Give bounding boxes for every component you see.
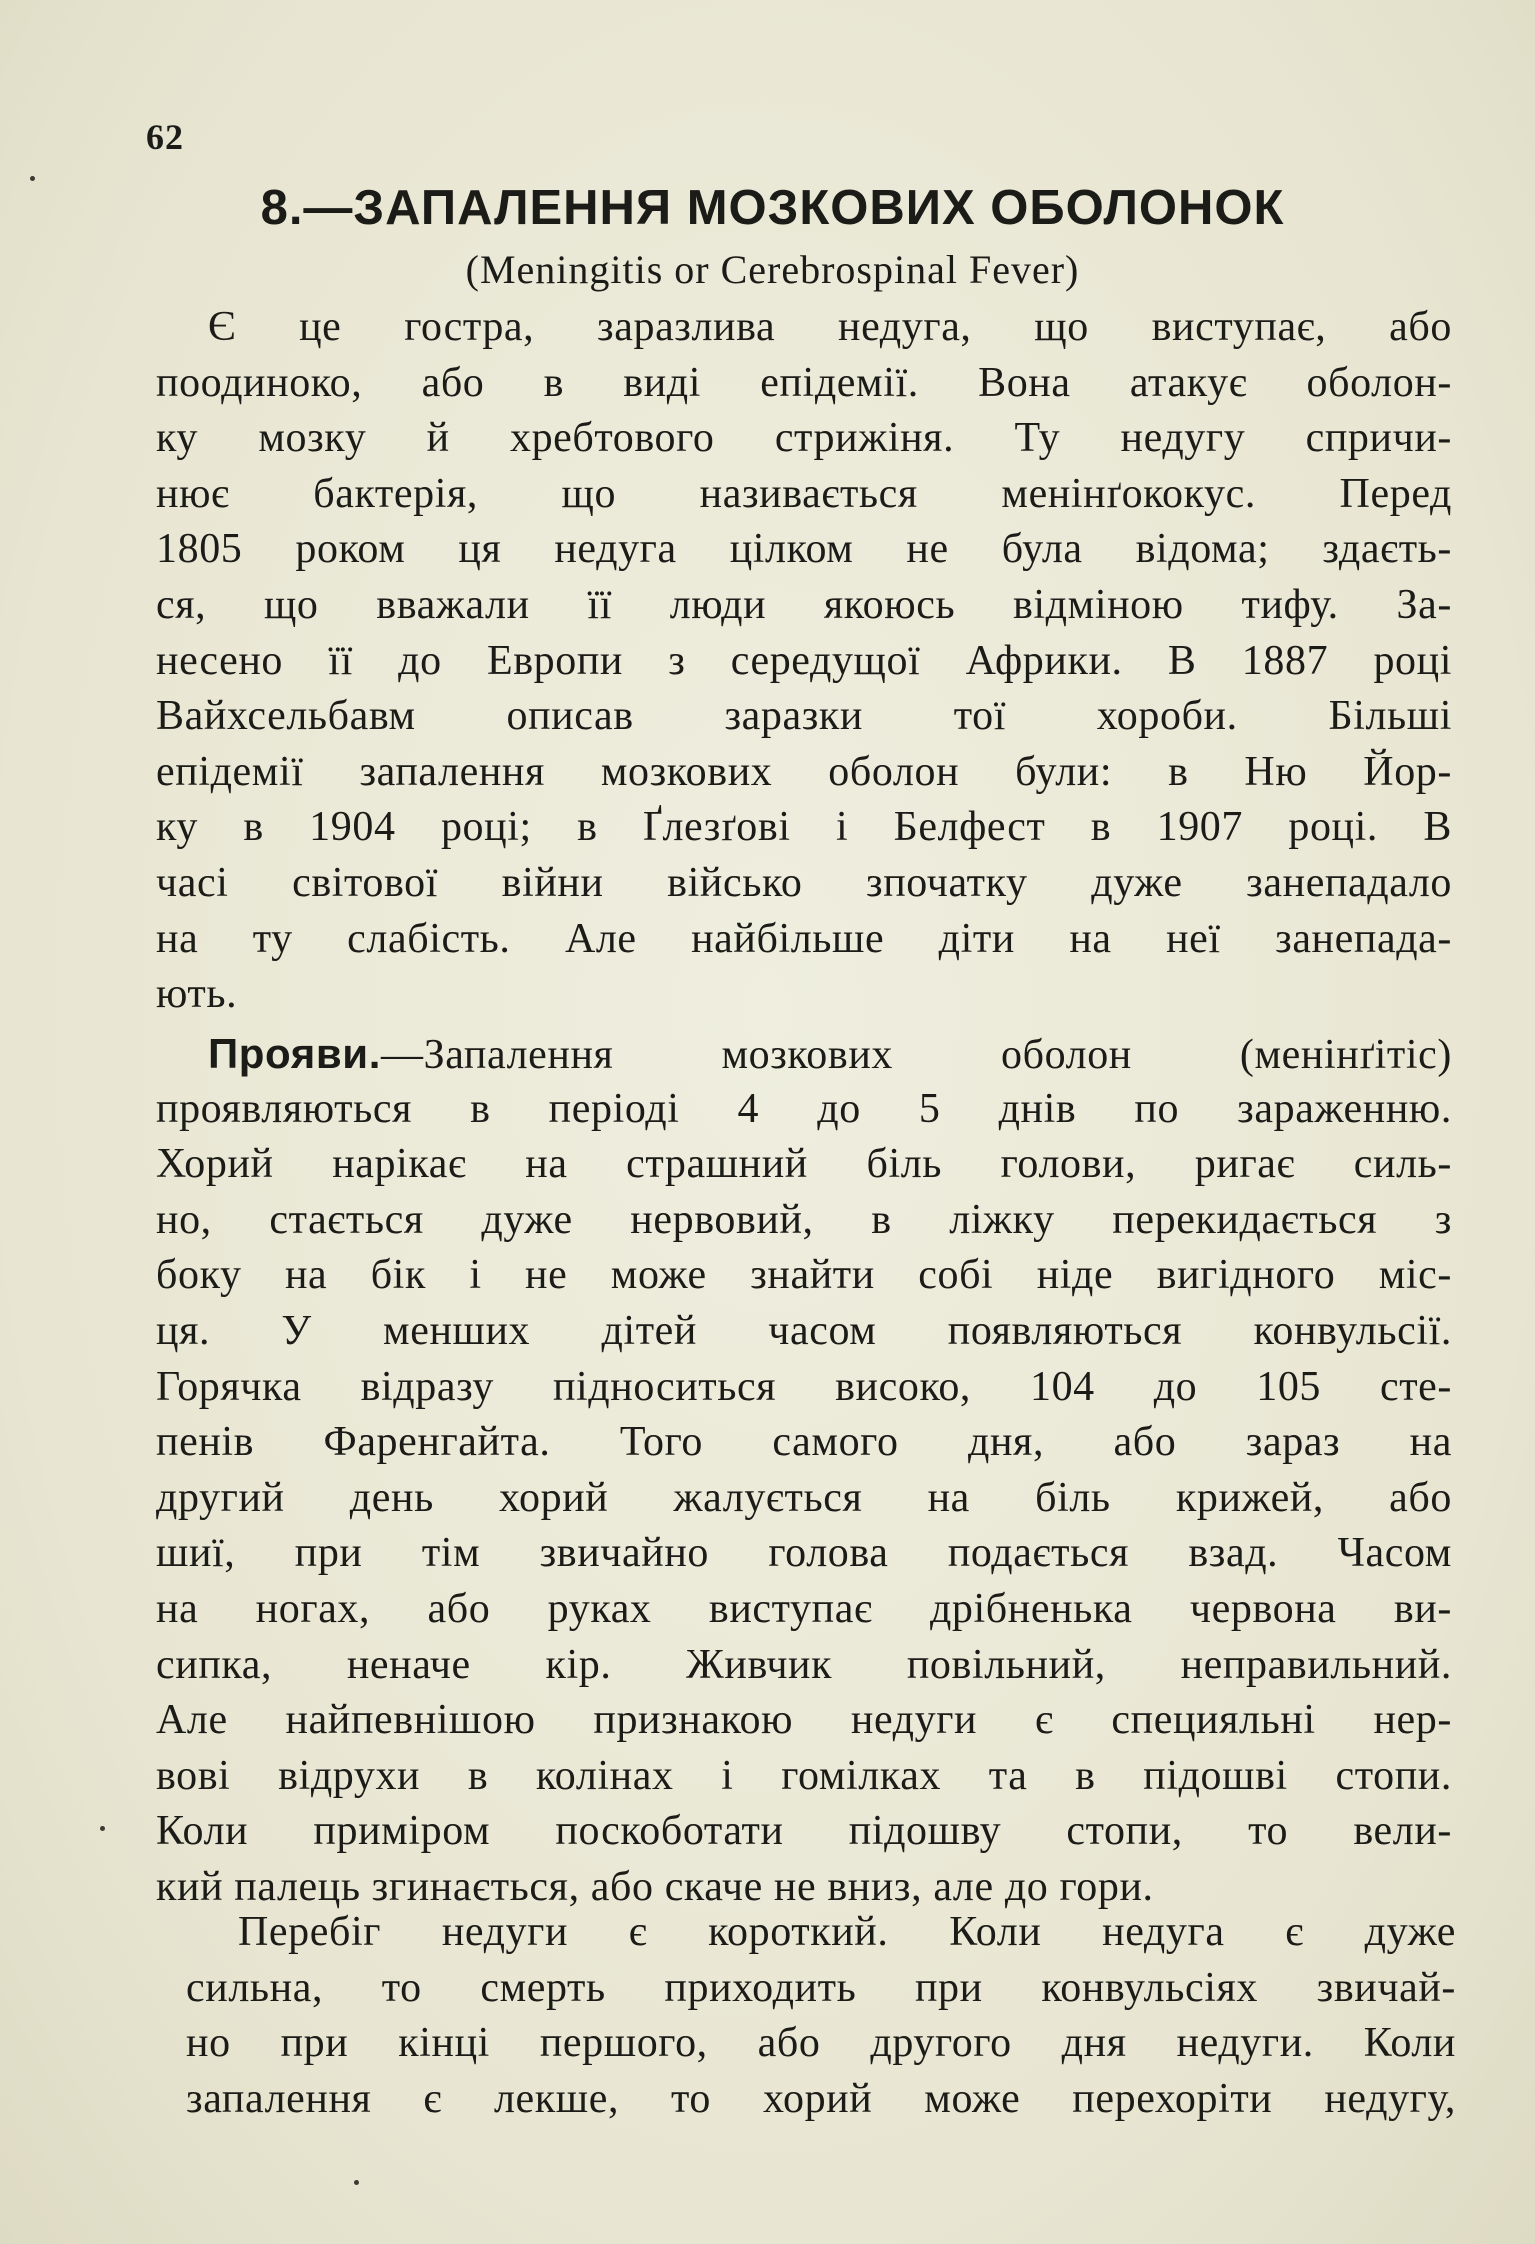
paper-speck <box>100 1826 105 1831</box>
text-line: несено її до Европи з середущої Африки. В 1887 році <box>156 637 1452 684</box>
text-line: на ту слабість. Але найбільше діти на неї занепада- <box>156 915 1452 962</box>
paper-speck <box>354 2180 359 2185</box>
text-line: ку мозку й хребтового стрижіня. Ту недугу спричи- <box>156 415 1452 462</box>
paper-speck <box>30 176 35 181</box>
text-line: Горячка відразу підноситься високо, 104 до 105 сте- <box>156 1363 1452 1410</box>
text-line: кий палець згинається, або скаче не вниз, але до гори. <box>156 1863 1154 1910</box>
symptoms-heading: Прояви. <box>208 1030 381 1077</box>
text-line: шиї, при тім звичайно голова подається взад. Часом <box>156 1530 1452 1577</box>
text-line: ця. У менших дітей часом появляються конвульсії. <box>156 1307 1452 1354</box>
text-line: Є це гостра, заразлива недуга, що виступає, або <box>208 304 1452 350</box>
text-line: но, стається дуже нервовий, в ліжку перекидається з <box>156 1196 1452 1243</box>
text-line: ку в 1904 році; в Ґлезґові і Белфест в 1907 році. В <box>156 804 1452 851</box>
chapter-subtitle: (Meningitis or Cerebrospinal Fever) <box>465 247 1080 292</box>
paragraph-intro <box>156 300 1452 1023</box>
text-line: Перебіг недуги є короткий. Коли недуга є дуже <box>238 1909 1456 1955</box>
text-line: проявляються в періоді 4 до 5 днів по зараженню. <box>156 1085 1452 1132</box>
text-line: Коли приміром поскоботати підошву стопи, то вели- <box>156 1808 1452 1855</box>
text-line: другий день хорий жалується на біль крижей, або <box>156 1474 1452 1521</box>
text-line: ють. <box>156 971 238 1018</box>
text-line: но при кінці першого, або другого дня недуги. Коли <box>186 2020 1456 2067</box>
text-line: нює бактерія, що називається менінґококус. Перед <box>156 470 1452 517</box>
chapter-title: 8.—ЗАПАЛЕННЯ МОЗКОВИХ ОБОЛОНОК <box>260 181 1285 235</box>
text-line-lead <box>156 1026 1452 1082</box>
text-line: запалення є лекше, то хорий може перехоріти недугу, <box>186 2075 1456 2122</box>
paragraph-symptoms <box>156 1026 1452 1916</box>
text-line: 1805 роком ця недуга цілком не була відома; здаєть- <box>156 526 1452 573</box>
text-fragment: —Запалення мозкових оболон (менінґітіс) <box>380 1032 1452 1078</box>
text-line: часі світової війни військо зпочатку дуже занепадало <box>156 859 1452 906</box>
text-line: поодиноко, або в виді епідемії. Вона атакує оболон- <box>156 359 1452 406</box>
text-line: боку на бік і не може знайти собі ніде вигідного міс- <box>156 1252 1452 1299</box>
text-line: сипка, неначе кір. Живчик повільний, неправильний. <box>156 1641 1452 1688</box>
text-line: епідемії запалення мозкових оболон були: в Ню Йор- <box>156 748 1452 795</box>
text-line: Хорий нарікає на страшний біль голови, ригає силь- <box>156 1141 1452 1188</box>
text-line: на ногах, або руках виступає дрібненька червона ви- <box>156 1585 1452 1632</box>
text-line: Але найпевнішою признакою недуги є специяльні нер- <box>156 1697 1452 1744</box>
paragraph-course <box>186 1905 1456 2127</box>
text-line: ся, що вважали її люди якоюсь відміною тифу. За- <box>156 581 1452 628</box>
text-line: вові відрухи в колінах і гомілках та в підошві стопи. <box>156 1752 1452 1799</box>
text-line: пенів Фаренгайта. Того самого дня, або зараз на <box>156 1419 1452 1466</box>
text-line: сильна, то смерть приходить при конвульсіях звичай- <box>186 1964 1456 2011</box>
page-number: 62 <box>146 117 184 157</box>
text-line: Вайхсельбавм описав заразки тої хороби. Більші <box>156 693 1452 740</box>
